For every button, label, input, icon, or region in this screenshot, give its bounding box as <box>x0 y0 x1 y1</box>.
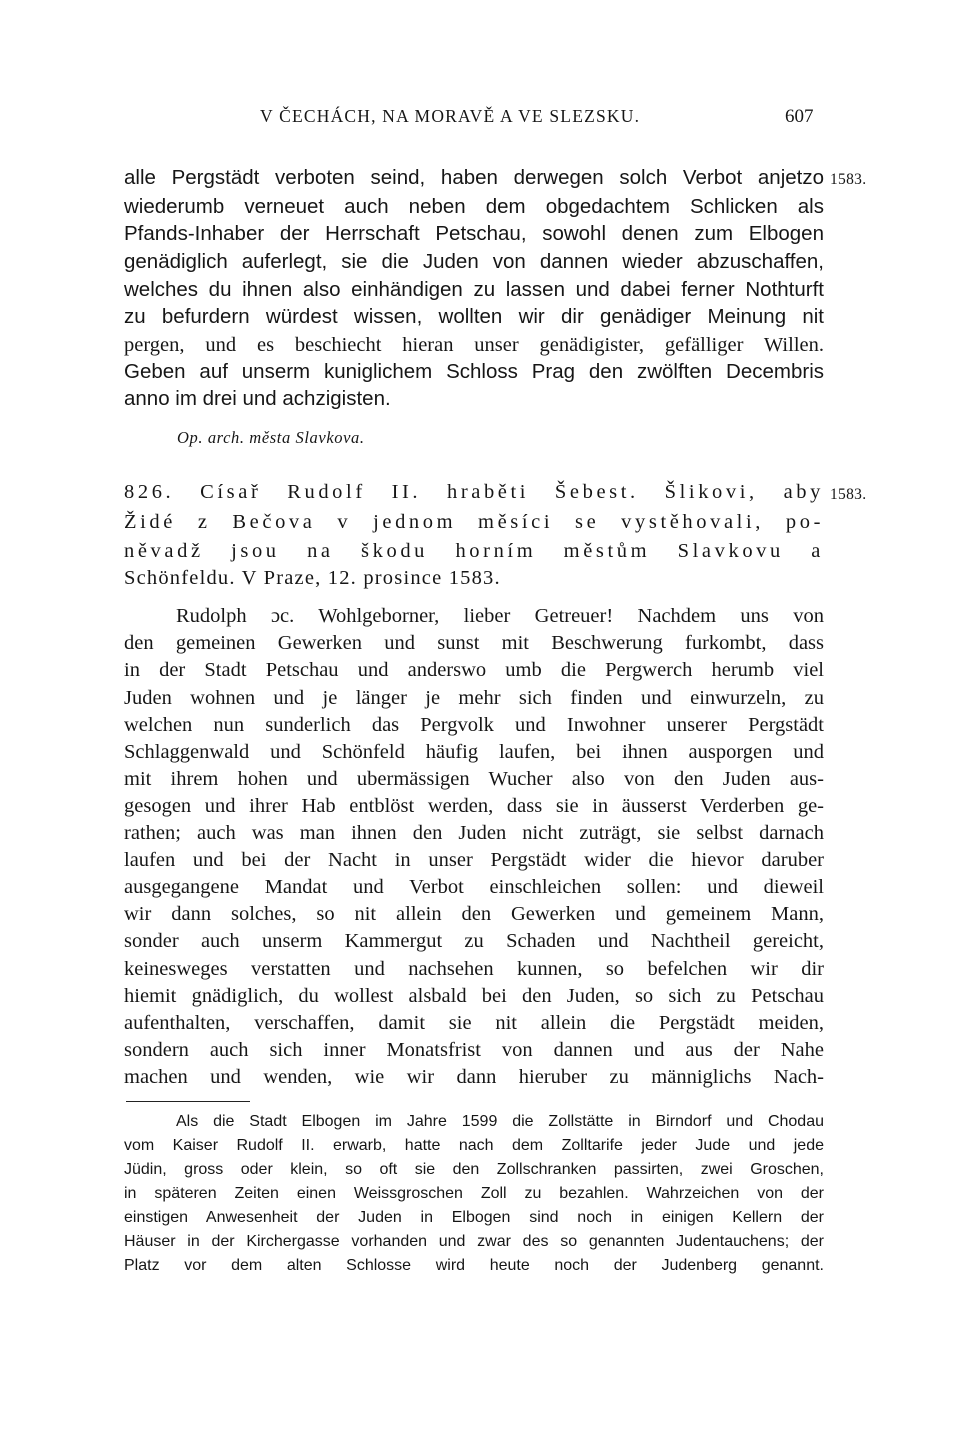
running-title: V ČECHÁCH, NA MORAVĚ A VE SLEZSKU. <box>260 106 641 126</box>
heading-line: 826. Císař Rudolf II. hraběti Šebest. Šlikovi, aby <box>124 481 824 503</box>
footnote-line: Häuser in der Kirchergasse vorhanden und zwar des so genannten Judentauchens; der <box>124 1233 824 1250</box>
text-line: gesogen und ihrer Hab entblöst werden, dass sie in äusserst Verderben ge- <box>124 795 824 817</box>
text-line: laufen und bei der Nacht in unser Pergstädt wider die hievor daruber <box>124 849 824 871</box>
text-line: Pfands-Inhaber der Herrschaft Petschau, sowohl denen zum Elbogen <box>124 222 824 245</box>
text-line: Geben auf unserm kuniglichem Schloss Prag den zwölften Decembris <box>124 360 824 383</box>
text-line: anno im drei und achzigisten. <box>124 387 391 410</box>
text-line: welchen nun sunderlich das Pergvolk und Inwohner unserer Pergstädt <box>124 714 824 736</box>
text-line: hiemit gnädiglich, du wollest alsbald bei den Juden, so sich zu Petschau <box>124 985 824 1007</box>
footnote-line: Als die Stadt Elbogen im Jahre 1599 die Zollstätte in Birndorf und Chodau <box>176 1113 824 1130</box>
margin-year: 1583. <box>830 171 867 188</box>
heading-line: Schönfeldu. V Praze, 12. prosince 1583. <box>124 567 501 589</box>
text-line: aufenthalten, verschaffen, damit sie nit allein die Pergstädt meiden, <box>124 1012 824 1034</box>
text-line: zu befurdern würdest wissen, wollten wir dir genädiger Meinung nit <box>124 305 824 328</box>
text-line: sondern auch sich inner Monatsfrist von dannen und aus der Nahe <box>124 1039 824 1061</box>
text-line: keinesweges verstatten und nachsehen kunnen, so befelchen wir dir <box>124 958 824 980</box>
text-line: mit ihrem hohen und ubermässigen Wucher also von den Juden aus- <box>124 768 824 790</box>
text-line: pergen, und es beschiecht hieran unser genädigister, gefälliger Willen. <box>124 334 824 356</box>
margin-year: 1583. <box>830 486 867 503</box>
running-head <box>0 106 960 136</box>
heading-line: Židé z Bečova v jednom měsíci se vystěhovali, po- <box>124 511 824 533</box>
text-line: Schlaggenwald und Schönfeld häufig laufen, bei ihnen ausporgen und <box>124 741 824 763</box>
text-line: ausgegangene Mandat und Verbot einschleichen sollen: und dieweil <box>124 876 824 898</box>
footnote-line: vom Kaiser Rudolf II. erwarb, hatte nach dem Zolltarife jeder Jude und jede <box>124 1137 824 1154</box>
footnote-line: Jüdin, gross oder klein, so oft sie den Zollschranken passirten, zwei Groschen, <box>124 1161 824 1178</box>
text-line: welches du ihnen also einhändigen zu lassen und dabei ferner Nothturft <box>124 278 824 301</box>
text-line: sonder auch unserm Kammergut zu Schaden und Nachtheil gereicht, <box>124 930 824 952</box>
text-line: Juden wohnen und je länger je mehr sich finden und einwurzeln, zu <box>124 687 824 709</box>
text-line: in der Stadt Petschau und anderswo umb die Pergwerch herumb viel <box>124 659 824 681</box>
source-citation: Op. arch. města Slavkova. <box>177 428 365 447</box>
text-line: machen und wenden, wie wir dann hieruber zu männiglichs Nach- <box>124 1066 824 1088</box>
text-line: Rudolph ɔc. Wohlgeborner, lieber Getreuer! Nachdem uns von <box>176 605 824 627</box>
text-line: wiederumb verneuet auch neben dem obgedachtem Schlicken als <box>124 195 824 218</box>
footnote-line: in späteren Zeiten einen Weissgroschen Zoll zu bezahlen. Wahrzeichen von der <box>124 1185 824 1202</box>
heading-line: něvadž jsou na škodu horním městům Slavkovu a <box>124 540 824 562</box>
footnote-rule <box>126 1101 250 1102</box>
text-line: alle Pergstädt verboten seind, haben derwegen solch Verbot anjetzo <box>124 166 824 189</box>
page-number: 607 <box>785 106 814 127</box>
text-line: wir dann solches, so nit allein den Gewerken und gemeinem Mann, <box>124 903 824 925</box>
text-line: den gemeinen Gewerken und sunst mit Beschwerung furkombt, dass <box>124 632 824 654</box>
footnote-line: Platz vor dem alten Schlosse wird heute noch der Judenberg genannt. <box>124 1257 824 1274</box>
text-line: rathen; auch was man ihnen den Juden nicht zuträgt, sie selbst darnach <box>124 822 824 844</box>
footnote-line: einstigen Anwesenheit der Juden in Elbogen sind noch in einigen Kellern der <box>124 1209 824 1226</box>
text-line: genädiglich auferlegt, sie die Juden von dannen wieder abzuschaffen, <box>124 250 824 273</box>
